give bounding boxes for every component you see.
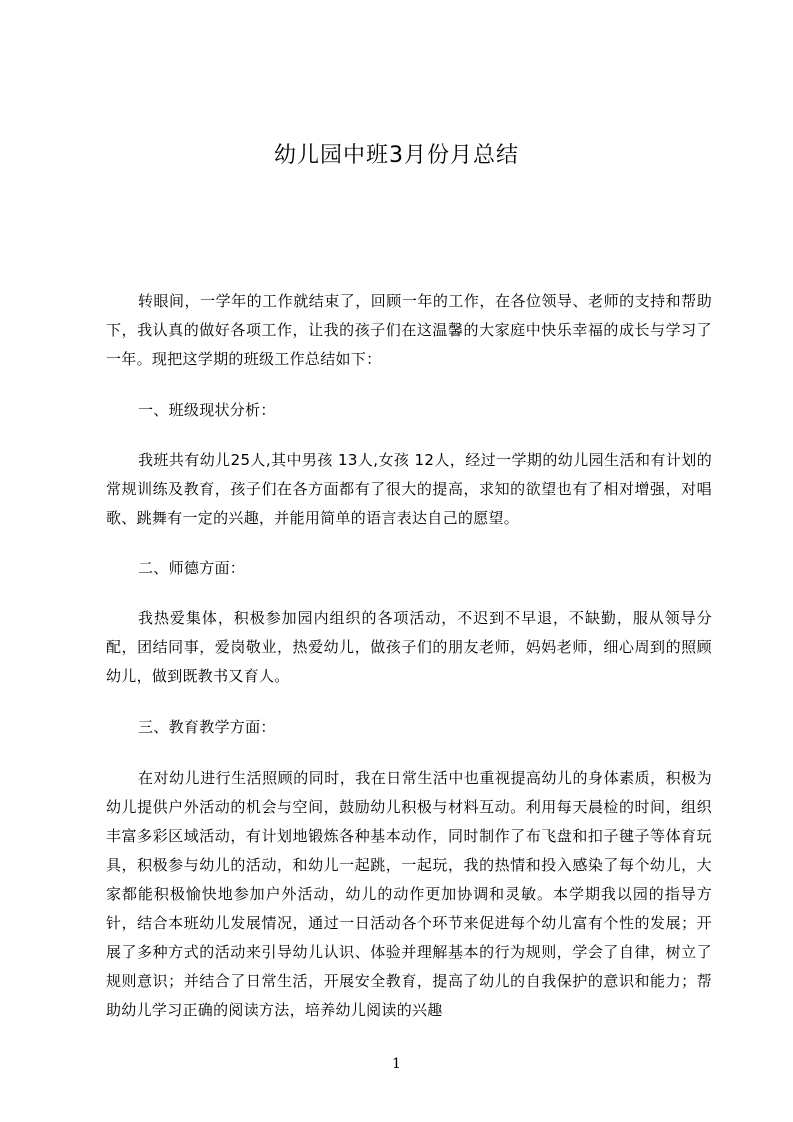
page-number: 1 [392,1056,401,1072]
section-heading-class-status: 一、班级现状分析： [138,401,276,419]
document-title: 幼儿园中班3月份月总结 [274,143,519,168]
section-heading-teacher-ethics: 二、师德方面： [138,559,246,577]
intro-paragraph: 转眼间，一学年的工作就结束了，回顾一年的工作，在各位领导、老师的支持和帮助下，我认真的做好各项工作，让我的孩子们在这温馨的大家庭中快乐幸福的成长与学习了一年。现把这学期的班级工作总结如下： [106,292,712,368]
section-body-teacher-ethics: 我热爱集体，积极参加园内组织的各项活动，不迟到不早退，不缺勤，服从领导分配，团结同事，爱岗敬业，热爱幼儿，做孩子们的朋友老师，妈妈老师，细心周到的照顾幼儿，做到既教书又育人。 [106,609,712,685]
section-body-class-status: 我班共有幼儿25人,其中男孩 13人,女孩 12人，经过一学期的幼儿园生活和有计划的常规训练及教育，孩子们在各方面都有了很大的提高，求知的欲望也有了相对增强，对唱歌、跳舞有一定的兴趣，并能用简单的语言表达自己的愿望。 [106,451,712,527]
section-heading-teaching: 三、教育教学方面： [138,718,276,736]
section-body-teaching: 在对幼儿进行生活照顾的同时，我在日常生活中也重视提高幼儿的身体素质，积极为幼儿提供户外活动的机会与空间，鼓励幼儿积极与材料互动。利用每天晨检的时间，组织丰富多彩区域活动，有计划地锻炼各种基本动作，同时制作了布飞盘和扣子毽子等体育玩具，积极参与幼儿的活动，和幼儿一起跳，一起玩，我的热情和投入感染了每个幼儿，大家都能积极愉快地参加户外活动，幼儿的动作更加协调和灵敏。本学期我以园的指导方针，结合本班幼儿发展情况，通过一日活动各个环节来促进每个幼儿富有个性的发展；开展了多种方式的活动来引导幼儿认识、体验并理解基本的行为规则，学会了自律，树立了规则意识；并结合了日常生活，开展安全教育，提高了幼儿的自我保护的意识和能力；帮助幼儿学习正确的阅读方法，培养幼儿阅读的兴趣 [106,769,712,1019]
